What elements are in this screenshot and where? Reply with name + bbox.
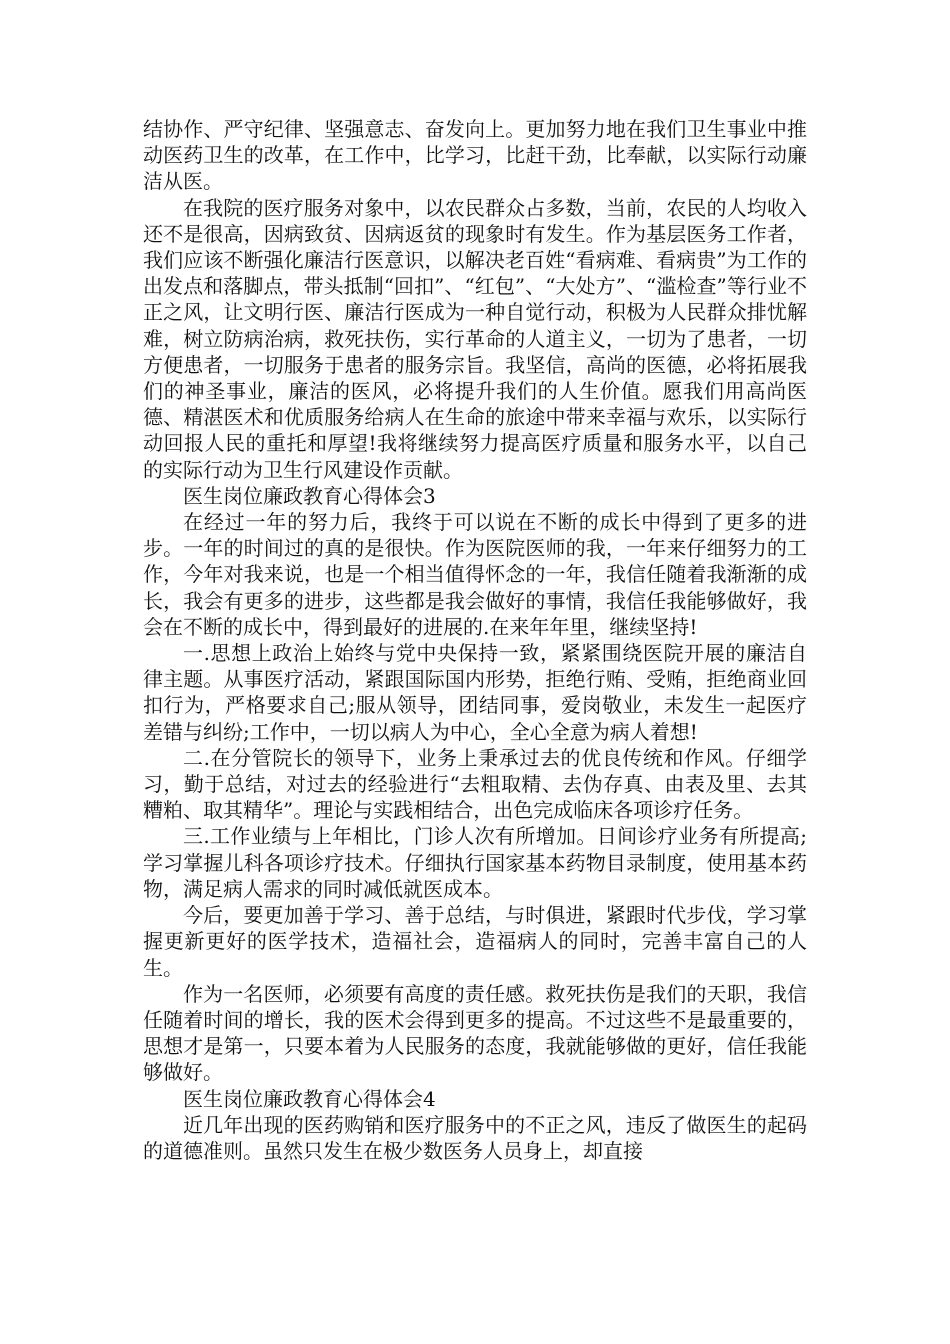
section-heading-3: 医生岗位廉政教育心得体会3 [183, 483, 436, 508]
paragraph-point-three: 三.工作业绩与上年相比，门诊人次有所增加。日间诊疗业务有所提高;学习掌握儿科各项诊疗技术。仔细执行国家基本药物目录制度，使用基本药物，满足病人需求的同时减低就医成本。 [143, 824, 807, 901]
paragraph-year-progress: 在经过一年的努力后，我终于可以说在不断的成长中得到了更多的进步。一年的时间过的真的是很快。作为医院医师的我，一年来仔细努力的工作，今年对我来说，也是一个相当值得怀念的一年，我信任随着我渐渐的成长，我会有更多的进步，这些都是我会做好的事情，我信任我能够做好，我会在不断的成长中，得到最好的进展的.在来年年里，继续坚持! [143, 510, 807, 639]
paragraph-point-two: 二.在分管院长的领导下，业务上秉承过去的优良传统和作风。仔细学习，勤于总结，对过去的经验进行“去粗取精、去伪存真、由表及里、去其糟粕、取其精华”。理论与实践相结合，出色完成临床各项诊疗任务。 [143, 745, 807, 823]
paragraph-point-one: 一.思想上政治上始终与党中央保持一致，紧紧围绕医院开展的廉洁自律主题。从事医疗活动，紧跟国际国内形势，拒绝行贿、受贿，拒绝商业回扣行为，严格要求自己;服从领导，团结同事，爱岗敬业，未发生一起医疗差错与纠纷;工作中，一切以病人为中心，全心全意为病人着想! [143, 641, 807, 744]
document-page [143, 116, 807, 1164]
paragraph-future: 今后，要更加善于学习、善于总结，与时俱进，紧跟时代步伐，学习掌握更新更好的医学技术，造福社会，造福病人的同时，完善丰富自己的人生。 [143, 903, 807, 980]
paragraph-responsibility: 作为一名医师，必须要有高度的责任感。救死扶伤是我们的天职，我信任随着时间的增长，我的医术会得到更多的提高。不过这些不是最重要的，思想才是第一，只要本着为人民服务的态度，我就能够做的更好，信任我能够做好。 [143, 981, 807, 1085]
section-heading-4: 医生岗位廉政教育心得体会4 [183, 1086, 436, 1111]
paragraph-continuation: 结协作、严守纪律、坚强意志、奋发向上。更加努力地在我们卫生事业中推动医药卫生的改革，在工作中，比学习，比赶干劲，比奉献，以实际行动廉洁从医。 [143, 117, 807, 194]
paragraph-malpractice: 近几年出现的医药购销和医疗服务中的不正之风，违反了做医生的起码的道德准则。虽然只发生在极少数医务人员身上，却直接 [143, 1112, 807, 1163]
paragraph-rural-service: 在我院的医疗服务对象中，以农民群众占多数，当前，农民的人均收入还不是很高，因病致贫、因病返贫的现象时有发生。作为基层医务工作者，我们应该不断强化廉洁行医意识，以解决老百姓“看病难、看病贵”为工作的出发点和落脚点，带头抵制“回扣”、“红包”、“大处方”、“滥检查”等行业不正之风，让文明行医、廉洁行医成为一种自觉行动，积极为人民群众排忧解难，树立防病治病，救死扶伤，实行革命的人道主义，一切为了患者，一切方便患者，一切服务于患者的服务宗旨。我坚信，高尚的医德，必将拓展我们的神圣事业，廉洁的医风，必将提升我们的人生价值。愿我们用高尚医德、精湛医术和优质服务给病人在生命的旅途中带来幸福与欢乐，以实际行动回报人民的重托和厚望!我将继续努力提高医疗质量和服务水平，以自己的实际行动为卫生行风建设作贡献。 [143, 195, 807, 482]
